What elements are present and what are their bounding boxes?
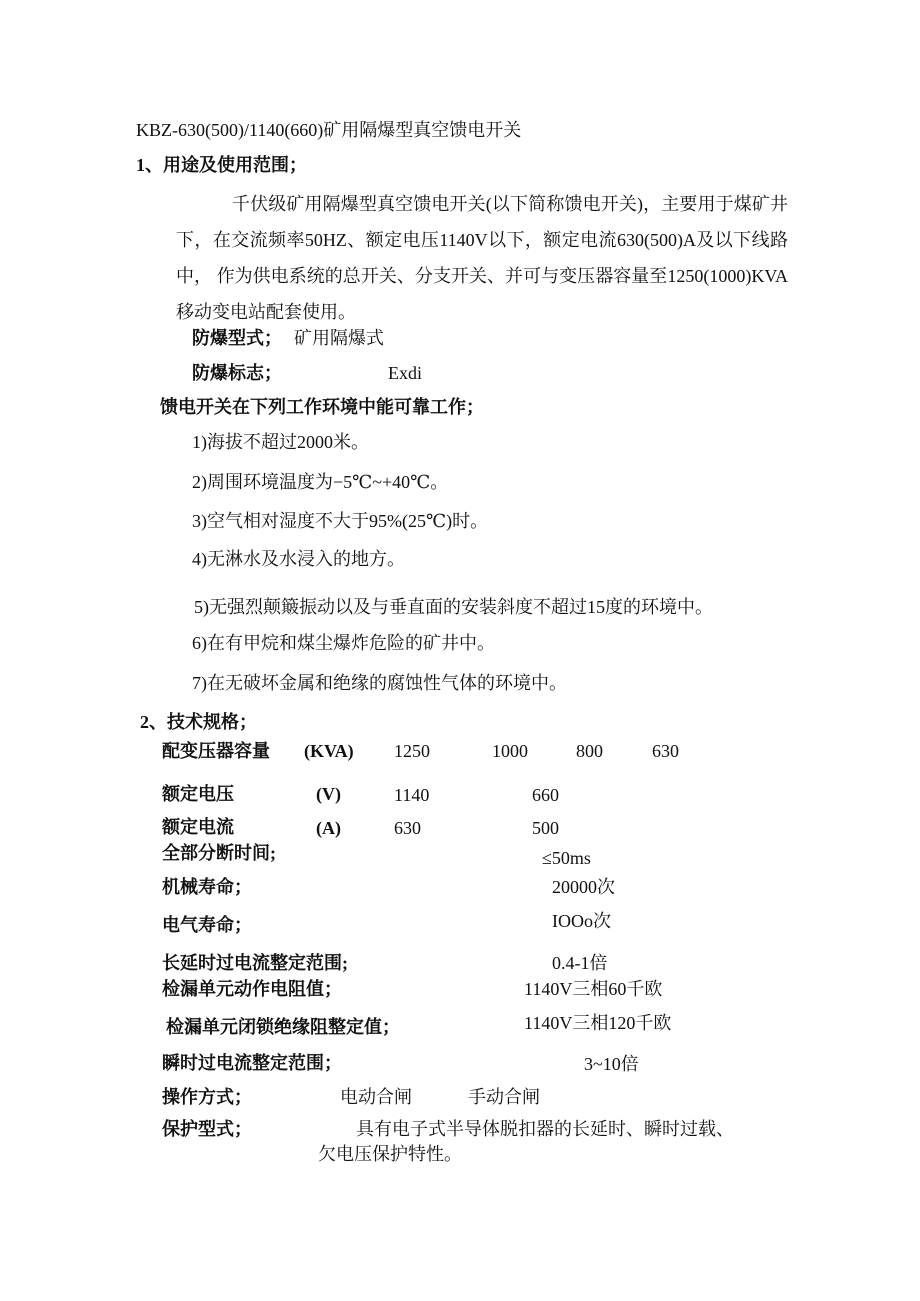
current-value: 500 bbox=[532, 818, 559, 838]
voltage-label: 额定电压 bbox=[162, 784, 234, 804]
current-unit: (A) bbox=[316, 818, 341, 838]
environment-item: 3)空气相对湿度不大于95%(25℃)时。 bbox=[192, 511, 489, 531]
environment-heading: 馈电开关在下列工作环境中能可靠工作； bbox=[160, 397, 484, 417]
voltage-value: 660 bbox=[532, 785, 559, 805]
current-value: 630 bbox=[394, 818, 421, 838]
explosion-type-value: 矿用隔爆式 bbox=[294, 328, 384, 348]
explosion-mark-label: 防爆标志； bbox=[192, 363, 282, 383]
protection-label: 保护型式； bbox=[162, 1119, 252, 1139]
operation-value: 手动合闸 bbox=[468, 1087, 540, 1107]
electrical-life-label: 电气寿命； bbox=[162, 915, 252, 935]
break-time-value: ≤50ms bbox=[542, 848, 591, 868]
environment-item: 5)无强烈颠簸振动以及与垂直面的安装斜度不超过15度的环境中。 bbox=[194, 597, 713, 617]
environment-item: 1)海拔不超过2000米。 bbox=[192, 432, 369, 452]
break-time-label: 全部分断时间; bbox=[162, 843, 276, 863]
leak-action-value: 1140V三相60千欧 bbox=[524, 979, 663, 999]
voltage-value: 1140 bbox=[394, 785, 430, 805]
protection-line: 欠电压保护特性。 bbox=[318, 1144, 462, 1164]
protection-line: 具有电子式半导体脱扣器的长延时、瞬时过载、 bbox=[356, 1119, 734, 1139]
mechanical-life-label: 机械寿命； bbox=[162, 877, 252, 897]
long-delay-value: 0.4-1倍 bbox=[552, 953, 608, 973]
electrical-life-value: IOOo次 bbox=[552, 911, 611, 931]
leak-lock-value: 1140V三相120千欧 bbox=[524, 1013, 672, 1033]
section1-heading: 1、用途及使用范围； bbox=[136, 155, 307, 175]
instant-value: 3~10倍 bbox=[584, 1054, 639, 1074]
current-label: 额定电流 bbox=[162, 817, 234, 837]
transformer-unit: (KVA) bbox=[304, 741, 354, 761]
leak-lock-label: 检漏单元闭锁绝缘阻整定值； bbox=[166, 1017, 400, 1037]
transformer-value: 630 bbox=[652, 741, 679, 761]
environment-item: 6)在有甲烷和煤尘爆炸危险的矿井中。 bbox=[192, 633, 495, 653]
explosion-mark-value: Exdi bbox=[388, 363, 422, 383]
section1-paragraph: 千伏级矿用隔爆型真空馈电开关(以下简称馈电开关)，主要用于煤矿井下，在交流频率50HZ、额定电压1140V以下，额定电流630(500)A及以下线路中， 作为供电系统的总开关、分支开关、并可与变压器容量至1250(1000)KVA移动变电站配套使用。 bbox=[176, 194, 788, 322]
mechanical-life-value: 20000次 bbox=[552, 877, 615, 897]
transformer-label: 配变压器容量 bbox=[162, 741, 270, 761]
explosion-type-label: 防爆型式； bbox=[192, 328, 282, 348]
instant-label: 瞬时过电流整定范围； bbox=[162, 1053, 342, 1073]
document-title: KBZ-630(500)/1140(660)矿用隔爆型真空馈电开关 bbox=[136, 120, 522, 140]
voltage-unit: (V) bbox=[316, 784, 341, 804]
environment-item: 7)在无破坏金属和绝缘的腐蚀性气体的环境中。 bbox=[192, 673, 567, 693]
operation-value: 电动合闸 bbox=[340, 1087, 412, 1107]
leak-action-label: 检漏单元动作电阻值； bbox=[162, 979, 342, 999]
environment-item: 4)无淋水及水浸入的地方。 bbox=[192, 549, 405, 569]
transformer-value: 1250 bbox=[394, 741, 430, 761]
long-delay-label: 长延时过电流整定范围; bbox=[162, 953, 348, 973]
transformer-value: 1000 bbox=[492, 741, 528, 761]
section2-heading: 2、技术规格； bbox=[140, 712, 257, 732]
transformer-value: 800 bbox=[576, 741, 603, 761]
operation-label: 操作方式； bbox=[162, 1087, 252, 1107]
environment-item: 2)周围环境温度为−5℃~+40℃。 bbox=[192, 472, 449, 492]
